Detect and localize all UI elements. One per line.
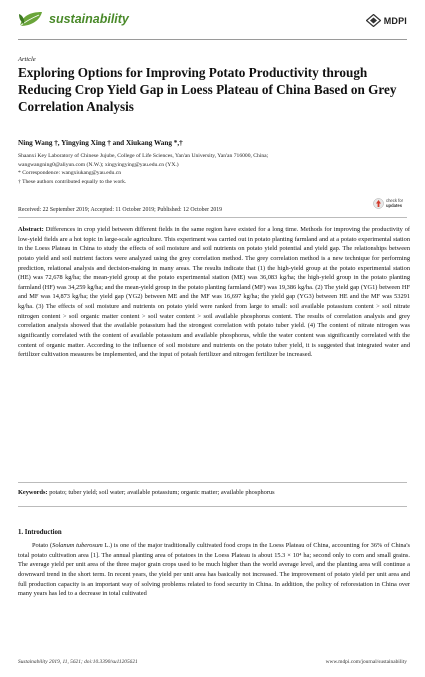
equal-contribution-note: † These authors contributed equally to the work. — [18, 179, 127, 186]
dates-divider — [18, 217, 407, 218]
journal-url[interactable]: www.mdpi.com/journal/sustainability — [325, 659, 407, 665]
keywords — [18, 488, 410, 497]
page-footer — [18, 659, 407, 665]
section-heading: 1. Introduction — [18, 529, 62, 536]
introduction-paragraph — [18, 541, 410, 599]
leaf-icon — [18, 10, 44, 28]
header-divider — [18, 39, 407, 40]
abstract-label: Abstract: — [18, 226, 44, 233]
abstract — [18, 225, 410, 360]
species-name: Solanum tuberosum — [52, 542, 103, 549]
affiliation-block — [18, 152, 410, 187]
publisher-logo[interactable] — [366, 14, 407, 27]
check-for-updates-label — [386, 199, 403, 209]
mdpi-logo-icon — [366, 14, 381, 27]
journal-name: sustainability — [49, 12, 129, 26]
check-for-updates-badge[interactable] — [373, 198, 409, 209]
correspondence-line[interactable]: * Correspondence: wangxiukang@yau.edu.cn — [18, 170, 122, 177]
affiliation-line: Shaanxi Key Laboratory of Chinese Jujube, College of Life Sciences, Yan'an University, Yan'an 716000, China; — [18, 153, 269, 159]
citation: Sustainability 2019, 11, 5621; doi:10.3390/su11205621 — [18, 659, 138, 665]
keywords-divider — [18, 506, 407, 507]
abstract-divider — [18, 482, 407, 483]
abstract-text: Differences in crop yield between different fields in the same region have existed for a long time. Methods for improving the productivity of low-yield fields are a hot topic in large-scale agriculture. This experiment was carried out in potato planting farmland and at a potato experimental station in the Loess Plateau in China to study the effects of soil moisture and soil nutrients on potato yield potential and yield gap. The relationships between potato yield and soil nutrient factors were analyzed using the grey correlation method. The grey correlation method is a new technique for performing prediction, relational analysis and decision-making in many areas. The results indicate that (1) the high-yield group at the potato experimental station (HE) was 72,678 kg/ha; the mean-yield group at the potato experimental station (ME) was 36,083 kg/ha; the high-yield group in the potato planting farmland (HF) was 34,259 kg/ha; and the mean-yield group in the potato planting farmland (MF) was 19,386 kg/ha. (2) The yield gap (YG1) between HF and MF was 14,873 kg/ha; the yield gap (YG2) between ME and the MF was 16,697 kg/ha; the yield gap (YG3) between HE and the MF was 53291 kg/ha. (3) The effects of soil moisture and nutrients on potato yield were ranked from large to small: soil available potassium content > soil nitrate nitrogen content > soil organic matter content > soil water content > soil available phosphorus content. The results of correlation analysis and grey correlation analysis showed that the available potassium had the strongest correlation with potato tuber yield. (4) The content of nitrate nitrogen was significantly correlated with the content of available potassium and available phosphorus, while the water content was significantly correlated with the content of organic matter. According to the influence of soil moisture and nutrients on the potato tuber yield, it is suggested that integrated water and fertilizer cultivation measures be implemented, and the input of potash fertilizer and nitrogen fertilizer be increased. — [18, 226, 411, 359]
author-list: Ning Wang †, Yingying Xing † and Xiukang Wang *,† — [18, 139, 183, 147]
updates-label-line: updates — [386, 202, 403, 208]
paper-title: Exploring Options for Improving Potato Productivity through Reducing Crop Yield Gap in Loess Plateau of China Based on Grey Correlation Analysis — [18, 65, 397, 114]
email-line[interactable]: wangwangning0@aliyun.com (N.W.); xingyingying@yau.edu.cn (YX.) — [18, 161, 179, 168]
check-for-updates-icon — [373, 198, 384, 209]
keywords-text: potato; tuber yield; soil water; available potassium; organic matter; available phosphorus — [49, 489, 275, 496]
intro-text-rest: L.) is one of the major traditionally cultivated food crops in the Loess Plateau of China, accounting for 36% of China's total potato cultivation area [1]. The annual planting area of potatoes in the Loess Plateau is about 15.3 × 10⁴ ha; second only to corn and small grains. The average yield per unit area of the three major grain crops used to be much higher than the world average level, and the planting area will continue a downward trend in the short term. In recent years, the yield per unit area has basically not increased. The improvement of potato yield per unit area and full production capacity is an important way of solving problems related to food security in China. In addition, the policy of reforestation in China over many years has led to a decrease in total cultivated — [18, 542, 410, 598]
intro-text-start: Potato ( — [32, 542, 53, 549]
publication-dates: Received: 22 September 2019; Accepted: 11 October 2019; Published: 12 October 2019 — [18, 207, 223, 213]
updates-label-line: check for — [386, 197, 403, 203]
article-type: Article — [18, 56, 36, 63]
publisher-name: MDPI — [383, 15, 407, 26]
journal-logo[interactable] — [18, 10, 129, 28]
keywords-label: Keywords: — [18, 489, 48, 496]
